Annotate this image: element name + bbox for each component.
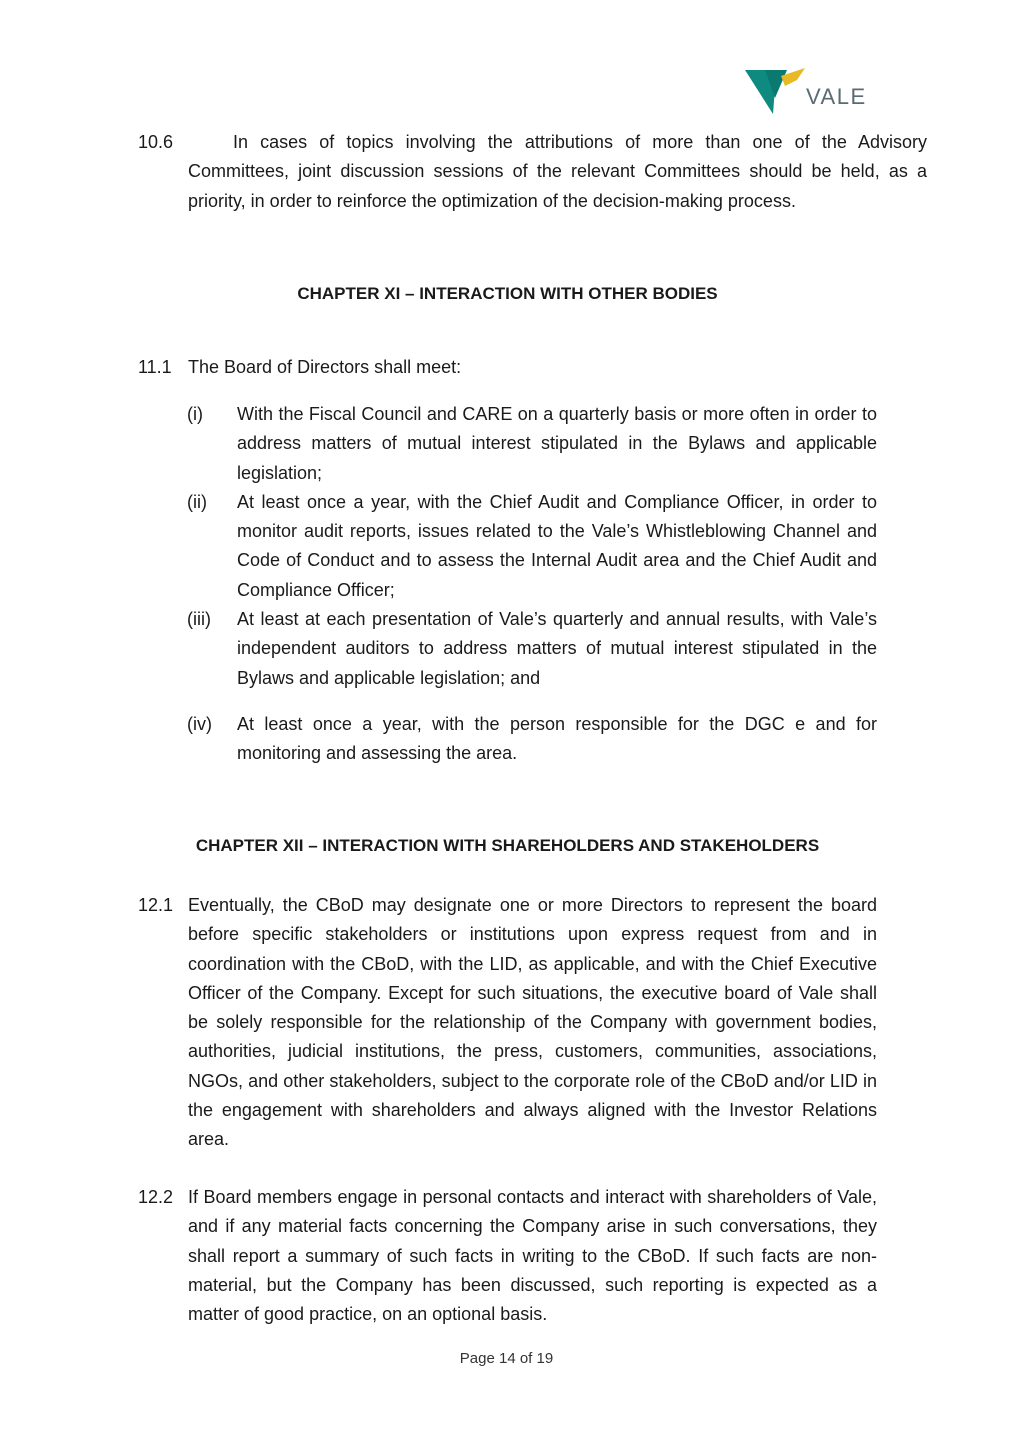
clause-number: 12.1 xyxy=(138,895,174,915)
clause-text: Eventually, the CBoD may designate one or more Directors to represent the board before specific stakeholders or institutions upon express request from and in coordination with the CBoD, with the LID, as applicable, and with the Chief Executive Officer of the Company. Except for such situations, the executive board of Vale shall be solely responsible for the relationship of the Company with government bodies, authorities, judicial institutions, the press, customers, communities, associations, NGOs, and other stakeholders, subject to the corporate role of the CBoD and/or LID in the engagement with shareholders and always aligned with the Investor Relations area. xyxy=(188,895,877,1150)
list-item-text: At least at each presentation of Vale’s quarterly and annual results, with Vale’s independent auditors to address matters of mutual interest stipulated in the Bylaws and applicable legislation; and xyxy=(237,609,877,688)
clause-number: 10.6 xyxy=(138,132,174,152)
chapter-xi-heading: CHAPTER XI – INTERACTION WITH OTHER BODIES xyxy=(297,284,718,303)
list-item-label: (iv) xyxy=(187,713,212,734)
list-item-text: With the Fiscal Council and CARE on a quarterly basis or more often in order to address matters of mutual interest stipulated in the Bylaws and applicable legislation; xyxy=(237,404,877,483)
list-item xyxy=(187,710,877,769)
list-item-label: (i) xyxy=(187,404,203,424)
list-item-text: At least once a year, with the Chief Audit and Compliance Officer, in order to monitor audit reports, issues related to the Vale’s Whistleblowing Channel and Code of Conduct and to assess the Internal Audit area and the Chief Audit and Compliance Officer; xyxy=(237,491,877,600)
list-item-text: At least once a year, with the person responsible for the DGC e and for monitoring and assessing the area. xyxy=(237,713,877,764)
clause-number: 12.2 xyxy=(138,1187,174,1207)
clause-number: 11.1 xyxy=(138,357,172,377)
vale-logo xyxy=(745,66,865,118)
list-item-label: (iii) xyxy=(187,609,211,630)
clause-text: The Board of Directors shall meet: xyxy=(188,357,462,377)
list-item xyxy=(187,488,877,605)
clause-text: In cases of topics involving the attributions of more than one of the Advisory Committees, joint discussion sessions of the relevant Committees should be held, as a priority, in order to reinforce the optimization of the decision-making process. xyxy=(188,132,927,211)
list-item-label: (ii) xyxy=(187,491,207,512)
clause-11-1-items xyxy=(187,400,877,769)
clause-text: If Board members engage in personal contacts and interact with shareholders of Vale, and if any material facts concerning the Company arise in such conversations, they shall report a summary of such facts in writing to the CBoD. If such facts are non-material, but the Company has been discussed, such reporting is expected as a matter of good practice, on an optional basis. xyxy=(188,1187,877,1325)
vale-logo-mark xyxy=(745,66,807,116)
clause-12-1 xyxy=(138,891,877,1155)
chapter-xii-heading: CHAPTER XII – INTERACTION WITH SHAREHOLDERS AND STAKEHOLDERS xyxy=(195,836,820,855)
page-number: Page 14 of 19 xyxy=(459,1350,554,1367)
clause-11-1 xyxy=(138,353,877,382)
list-item xyxy=(187,400,877,488)
vale-logo-text: VALE xyxy=(806,84,867,109)
list-item xyxy=(187,605,877,693)
clause-12-2 xyxy=(138,1183,877,1329)
clause-10-6 xyxy=(138,128,927,211)
